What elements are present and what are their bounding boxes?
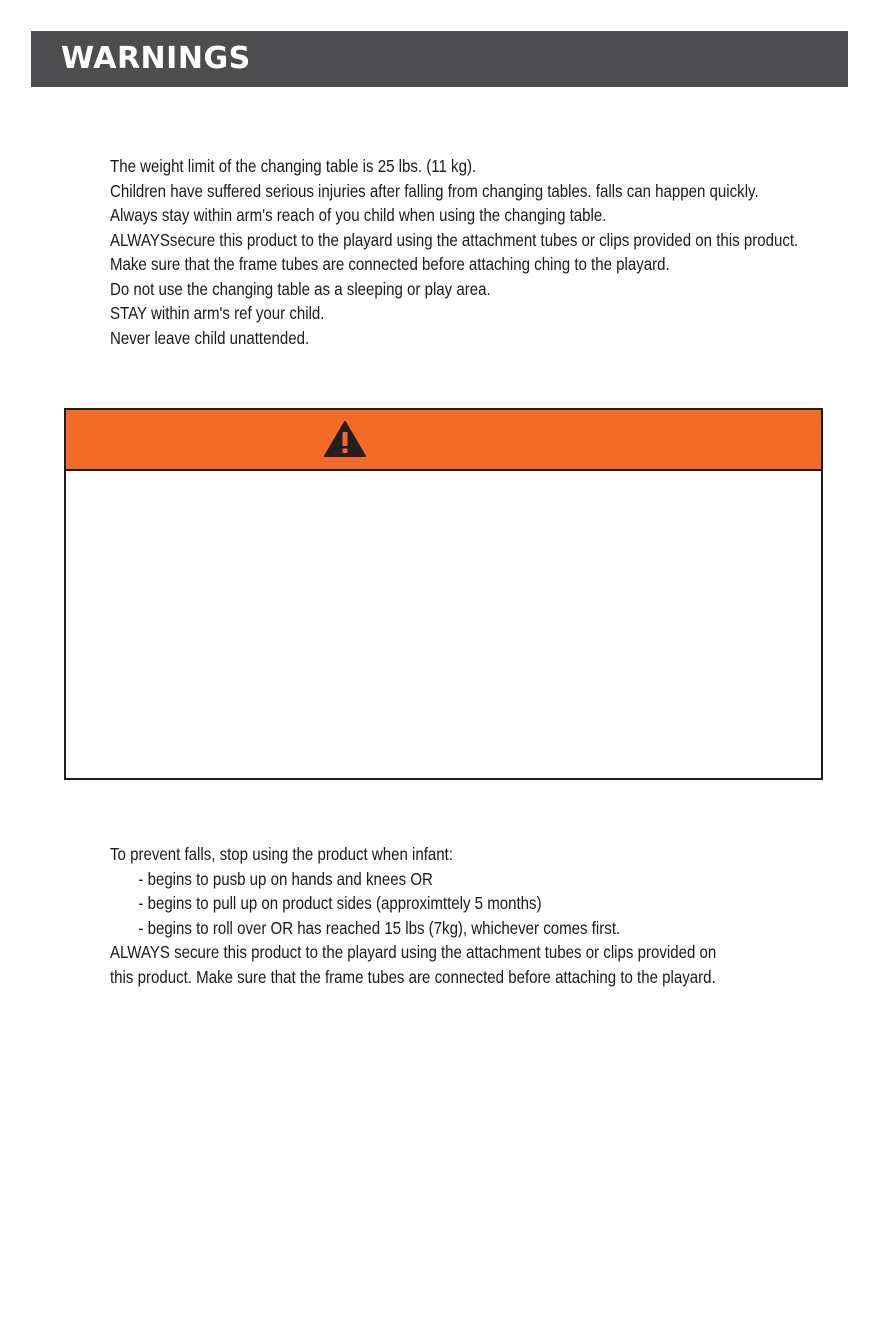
weight-limit-text: The weight limit of the changing table is 25 lbs. (11 kg). [110,156,477,176]
warning-box-header [66,410,821,471]
warning-box [64,408,823,780]
list-item: - begins to pull up on product sides (approximttely 5 months) [138,893,542,913]
fall-prevention-section [110,842,738,989]
no-sleep-area-text: Do not use the changing table as a sleeping or play area. [110,278,491,299]
warnings-header-bar [31,31,848,87]
arms-reach-text: Always stay within arm's reach of you child when using the changing table. [110,205,607,225]
stay-within-text: STAY within arm's ref your child. [110,303,325,323]
secure-product-text: ALWAYSsecure this product to the playard using the attachment tubes or clips provided on this product. Make sure that the frame tubes are connected before attaching ching to the playard. [110,229,799,274]
warning-triangle-icon [323,420,367,458]
secure-product-closing: ALWAYS secure this product to the playard using the attachment tubes or clips provided on this product. Make sure that the frame tubes are connected before attaching to the playard. [110,942,717,987]
never-unattended-text: Never leave child unattended. [110,327,310,348]
fall-prevention-lead: To prevent falls, stop using the product when infant: [110,844,454,864]
page-title: WARNINGS [61,41,251,76]
fall-injury-text: Children have suffered serious injuries after falling from changing tables. falls can happen quickly. [110,180,759,201]
intro-warnings [110,154,815,350]
list-item: - begins to roll over OR has reached 15 lbs (7kg), whichever comes first. [138,917,621,938]
list-item: - begins to pusb up on hands and knees OR [138,868,433,889]
